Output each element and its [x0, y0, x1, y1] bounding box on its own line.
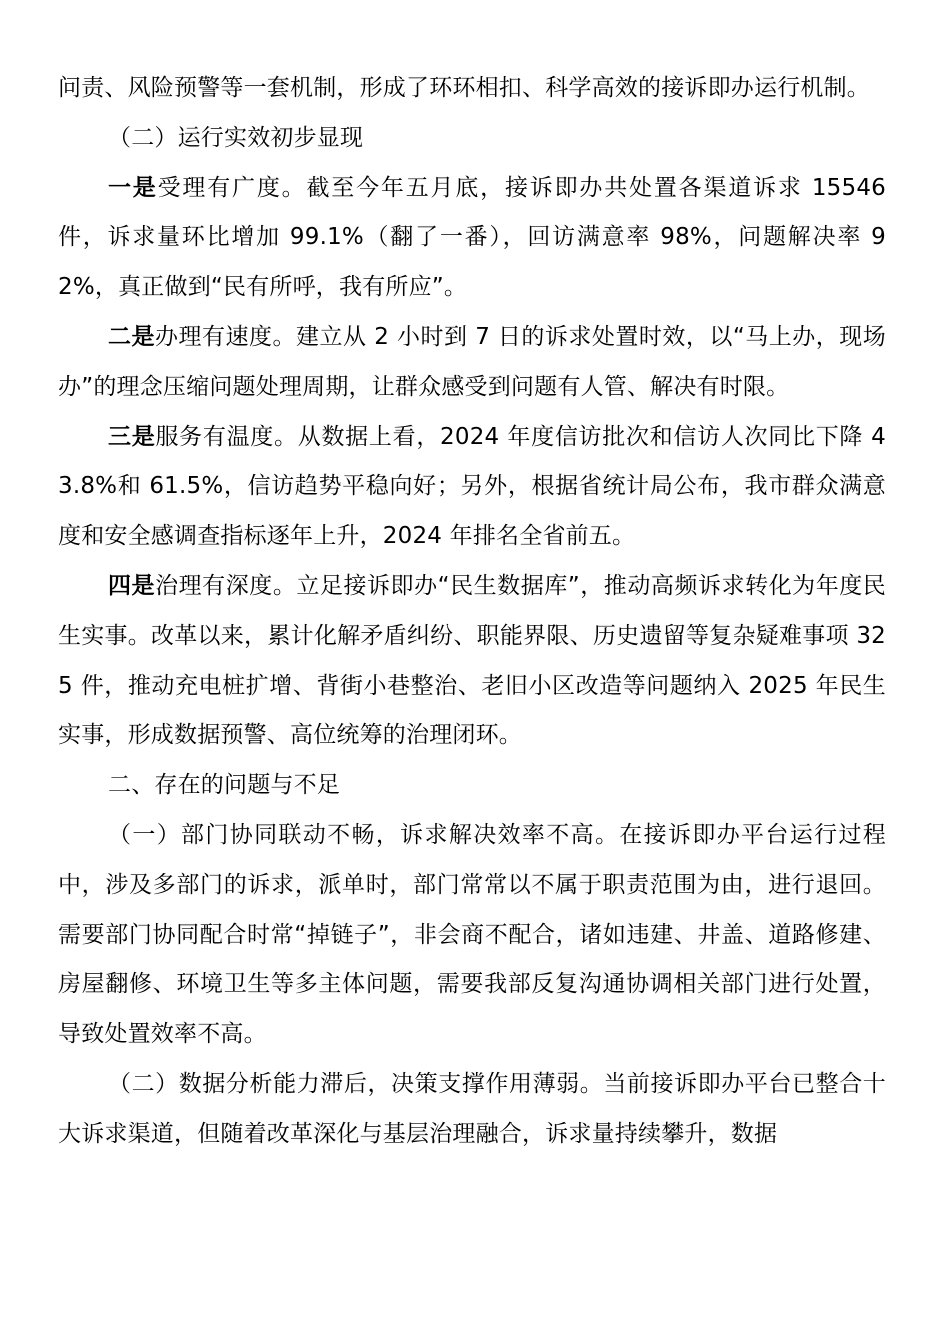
paragraph-point-three — [58, 413, 886, 562]
section-heading-text: 二、存在的问题与不足 — [108, 772, 340, 799]
paragraph-text: 治理有深度。立足接诉即办“民生数据库”，推动高频诉求转化为年度民生实事。改革以来，累计化解矛盾纠纷、职能界限、历史遗留等复杂疑难事项 325 件，推动充电桩扩增、背街小巷整治、老旧小区改造等问题纳入 2025 年民生实事，形成数据预警、高位统筹的治理闭环。 — [58, 572, 886, 749]
paragraph-text: （二）数据分析能力滞后，决策支撑作用薄弱。当前接诉即办平台已整合十大诉求渠道，但随着改革深化与基层治理融合，诉求量持续攀升，数据 — [58, 1070, 886, 1147]
paragraph-point-two — [58, 313, 886, 413]
paragraph-problem-two — [58, 1060, 886, 1160]
document-page — [58, 64, 886, 1160]
paragraph-problem-one — [58, 811, 886, 1060]
paragraph-text: 办理有速度。建立从 2 小时到 7 日的诉求处置时效，以“马上办，现场办”的理念压缩问题处理周期，让群众感受到问题有人管、解决有时限。 — [58, 323, 886, 400]
paragraph-lead: 四是 — [108, 572, 156, 599]
subheading-effectiveness — [58, 114, 886, 164]
paragraph-point-one — [58, 164, 886, 313]
paragraph-text: （一）部门协同联动不畅，诉求解决效率不高。在接诉即办平台运行过程中，涉及多部门的诉求，派单时，部门常常以不属于职责范围为由，进行退回。需要部门协同配合时常“掉链子”，非会商不配合，诸如违建、井盖、道路修建、房屋翻修、环境卫生等多主体问题，需要我部反复沟通协调相关部门进行处置，导致处置效率不高。 — [58, 821, 886, 1048]
paragraph-text: 问责、风险预警等一套机制，形成了环环相扣、科学高效的接诉即办运行机制。 — [58, 75, 870, 101]
section-heading-problems — [58, 761, 886, 811]
paragraph-text: 受理有广度。截至今年五月底，接诉即办共处置各渠道诉求 15546 件，诉求量环比增加 99.1%（翻了一番），回访满意率 98%，问题解决率 92%，真正做到“民有所呼，我有所应”。 — [58, 174, 886, 301]
paragraph-text: 服务有温度。从数据上看，2024 年度信访批次和信访人次同比下降 43.8%和 61.5%，信访趋势平稳向好；另外，根据省统计局公布，我市群众满意度和安全感调查指标逐年上升，2024 年排名全省前五。 — [58, 423, 886, 550]
paragraph-lead: 一是 — [108, 174, 158, 201]
subheading-text: （二）运行实效初步显现 — [108, 124, 364, 151]
paragraph-mechanism-continuation — [58, 64, 886, 114]
paragraph-lead: 三是 — [108, 423, 156, 450]
paragraph-lead: 二是 — [108, 323, 155, 350]
paragraph-point-four — [58, 562, 886, 761]
